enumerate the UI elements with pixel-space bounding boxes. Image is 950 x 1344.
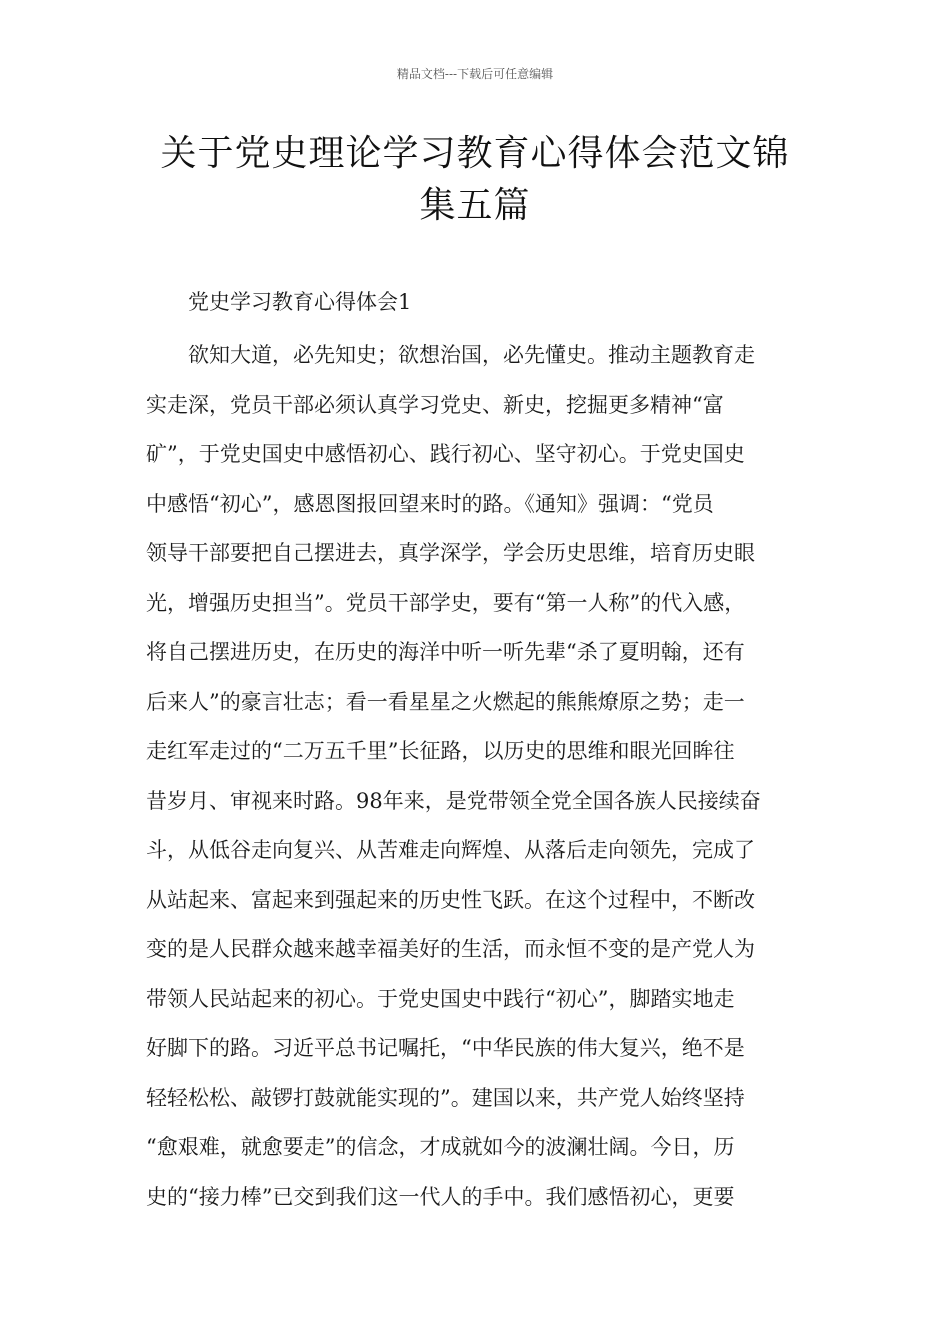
paragraph-line: 变的是人民群众越来越幸福美好的生活，而永恒不变的是产党人为 — [146, 937, 755, 961]
paragraph-line: 将自己摆进历史，在历史的海洋中听一听先辈“杀了夏明翰，还有 — [146, 640, 745, 664]
paragraph-line: 后来人”的豪言壮志；看一看星星之火燃起的熊熊燎原之势；走一 — [146, 689, 745, 714]
paragraph-line: 领导干部要把自己摆进去，真学深学，学会历史思维，培育历史眼 — [146, 541, 755, 565]
body-paragraph — [146, 331, 826, 1222]
document-title-line-1: 关于党史理论学习教育心得体会范文锦 — [160, 133, 790, 174]
paragraph-line: 史的“接力棒”已交到我们这一代人的手中。我们感悟初心，更要 — [146, 1184, 735, 1209]
paragraph-line: 矿”，于党史国史中感悟初心、践行初心、坚守初心。于党史国史 — [146, 442, 745, 466]
paragraph-line: 从站起来、富起来到强起来的历史性飞跃。在这个过程中，不断改 — [146, 887, 755, 912]
paragraph-line: 斗，从低谷走向复兴、从苦难走向辉煌、从落后走向领先，完成了 — [146, 838, 755, 862]
paragraph-line: 欲知大道，必先知史；欲想治国，必先懂史。推动主题教育走 — [188, 343, 755, 367]
paragraph-line: 中感悟“初心”，感恩图报回望来时的路。《通知》强调：“党员 — [146, 491, 714, 516]
paragraph-line: 带领人民站起来的初心。于党史国史中践行“初心”，脚踏实地走 — [146, 986, 735, 1011]
document-title — [120, 128, 830, 232]
paragraph-line: 轻轻松松、敲锣打鼓就能实现的”。建国以来，共产党人始终坚持 — [146, 1085, 745, 1110]
document-title-line-2: 集五篇 — [419, 185, 531, 226]
paragraph-line: 好脚下的路。习近平总书记嘱托，“中华民族的伟大复兴，绝不是 — [146, 1036, 745, 1060]
paragraph-line: 走红军走过的“二万五千里”长征路，以历史的思维和眼光回眸往 — [146, 739, 735, 763]
section-heading: 党史学习教育心得体会1 — [188, 290, 412, 314]
paragraph-line: 光，增强历史担当”。党员干部学史，要有“第一人称”的代入感， — [146, 590, 746, 615]
paragraph-line: 昔岁月、审视来时路。98年来，是党带领全党全国各族人民接续奋 — [146, 788, 761, 813]
paragraph-line: 实走深，党员干部必须认真学习党史、新史，挖掘更多精神“富 — [146, 392, 724, 417]
paragraph-line: “愈艰难，就愈要走”的信念，才成就如今的波澜壮阔。今日，历 — [146, 1135, 735, 1159]
header-note: 精品文档---下载后可任意编辑 — [396, 67, 554, 81]
